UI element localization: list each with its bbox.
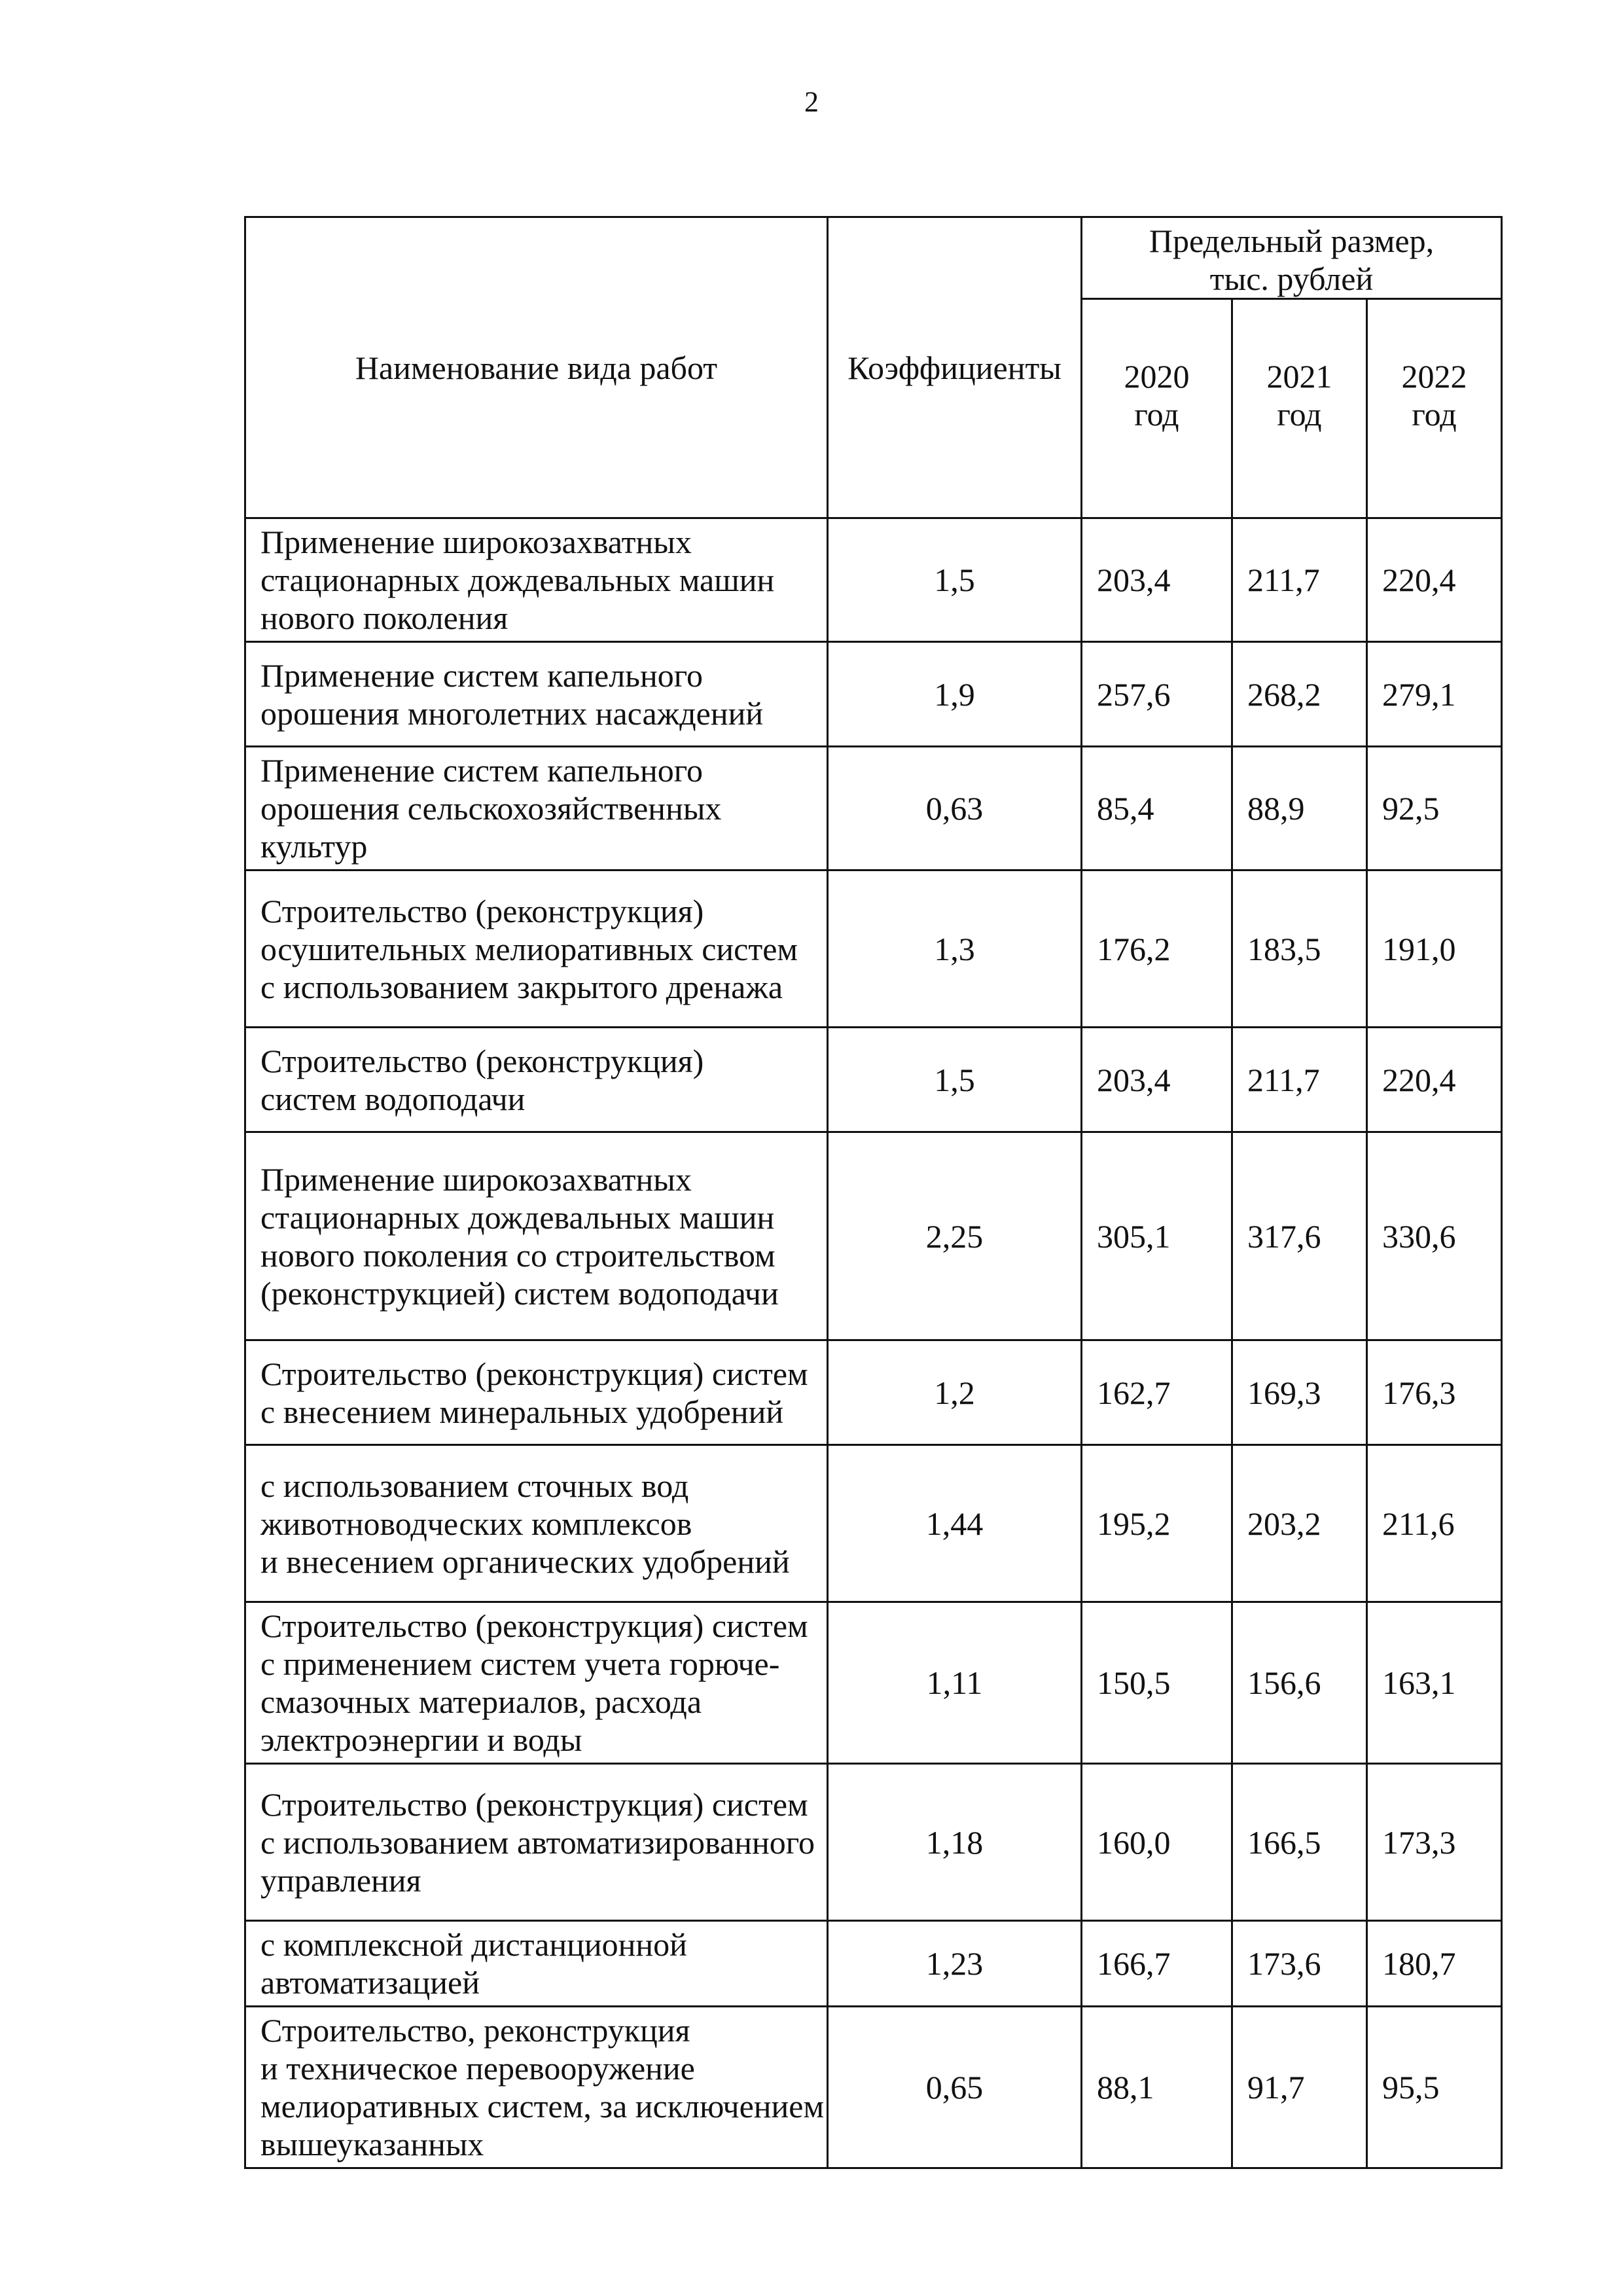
table-row — [245, 2007, 1502, 2168]
work-name-line: Применение широкозахватных — [260, 1160, 692, 1198]
value-2020-cell: 162,7 — [1082, 1340, 1232, 1445]
year-unit: год — [1277, 396, 1322, 433]
value-2022-cell: 176,3 — [1367, 1340, 1502, 1445]
year-label: 2020 — [1124, 358, 1190, 395]
header-work-name: Наименование вида работ — [245, 217, 828, 518]
value-2020-cell: 166,7 — [1082, 1921, 1232, 2007]
value-2021-cell: 183,5 — [1232, 870, 1367, 1028]
work-name-line: Применение систем капельного — [260, 656, 703, 694]
work-name-line: автоматизацией — [260, 1964, 480, 2001]
value-2020-cell: 176,2 — [1082, 870, 1232, 1028]
header-year-2022 — [1367, 299, 1502, 518]
work-name-line: нового поколения со строительством — [260, 1236, 776, 1274]
value-2021-cell: 317,6 — [1232, 1132, 1367, 1340]
work-name-line: Строительство (реконструкция) — [260, 892, 704, 929]
coefficient-cell: 1,2 — [828, 1340, 1082, 1445]
value-2020-cell: 85,4 — [1082, 747, 1232, 870]
work-name-line: и внесением органических удобрений — [260, 1543, 790, 1580]
table-row — [245, 870, 1502, 1028]
value-2022-cell: 163,1 — [1367, 1602, 1502, 1764]
work-name-cell — [245, 747, 828, 870]
value-2021-cell: 203,2 — [1232, 1445, 1367, 1602]
work-name-line: Строительство, реконструкция — [260, 2012, 690, 2049]
work-name-line: электроэнергии и воды — [260, 1721, 582, 1758]
value-2022-cell: 92,5 — [1367, 747, 1502, 870]
table-row — [245, 1602, 1502, 1764]
coefficient-cell: 1,3 — [828, 870, 1082, 1028]
work-name-line: и техническое перевооружение — [260, 2050, 695, 2087]
value-2021-cell: 211,7 — [1232, 1028, 1367, 1132]
work-name-cell — [245, 1028, 828, 1132]
year-label: 2022 — [1401, 358, 1467, 395]
value-2021-cell: 169,3 — [1232, 1340, 1367, 1445]
work-name-line: орошения многолетних насаждений — [260, 694, 764, 732]
value-2022-cell: 191,0 — [1367, 870, 1502, 1028]
value-2020-cell: 88,1 — [1082, 2007, 1232, 2168]
header-year-2021 — [1232, 299, 1367, 518]
work-name-line: (реконструкцией) систем водоподачи — [260, 1274, 779, 1312]
value-2020-cell: 305,1 — [1082, 1132, 1232, 1340]
work-name-line: Строительство (реконструкция) систем — [260, 1607, 808, 1644]
table-row — [245, 518, 1502, 642]
work-name-line: Строительство (реконструкция) — [260, 1042, 704, 1079]
table-row — [245, 1764, 1502, 1921]
work-name-line: животноводческих комплексов — [260, 1505, 692, 1542]
table-row — [245, 1445, 1502, 1602]
coefficient-cell: 1,23 — [828, 1921, 1082, 2007]
coefficient-cell: 1,5 — [828, 518, 1082, 642]
value-2021-cell: 268,2 — [1232, 642, 1367, 747]
table-row — [245, 642, 1502, 747]
value-2022-cell: 279,1 — [1367, 642, 1502, 747]
work-name-line: с использованием закрытого дренажа — [260, 968, 783, 1005]
work-name-line: орошения сельскохозяйственных — [260, 790, 722, 827]
work-name-line: Строительство (реконструкция) систем — [260, 1785, 808, 1823]
header-limit-line: тыс. рублей — [1209, 260, 1374, 297]
table-body — [245, 518, 1502, 2168]
page-number: 2 — [804, 86, 819, 118]
work-name-cell — [245, 642, 828, 747]
work-name-line: Строительство (реконструкция) систем — [260, 1355, 808, 1392]
value-2021-cell: 211,7 — [1232, 518, 1367, 642]
value-2020-cell: 150,5 — [1082, 1602, 1232, 1764]
value-2022-cell: 220,4 — [1367, 518, 1502, 642]
year-unit: год — [1412, 396, 1457, 433]
value-2022-cell: 180,7 — [1367, 1921, 1502, 2007]
value-2020-cell: 203,4 — [1082, 518, 1232, 642]
work-name-cell — [245, 1921, 828, 2007]
work-name-line: смазочных материалов, расхода — [260, 1683, 702, 1720]
work-name-line: с внесением минеральных удобрений — [260, 1393, 784, 1430]
coefficient-cell: 0,65 — [828, 2007, 1082, 2168]
table-row — [245, 1340, 1502, 1445]
coefficient-cell: 1,11 — [828, 1602, 1082, 1764]
header-limit-line: Предельный размер, — [1149, 223, 1435, 259]
work-name-line: с использованием сточных вод — [260, 1467, 689, 1504]
header-coefficients: Коэффициенты — [828, 217, 1082, 518]
work-name-cell — [245, 518, 828, 642]
coefficient-cell: 1,44 — [828, 1445, 1082, 1602]
work-name-line: мелиоративных систем, за исключением — [260, 2088, 825, 2125]
value-2020-cell: 160,0 — [1082, 1764, 1232, 1921]
work-name-line: управления — [260, 1861, 421, 1899]
value-2022-cell: 211,6 — [1367, 1445, 1502, 1602]
work-name-cell — [245, 1764, 828, 1921]
work-name-line: вышеуказанных — [260, 2126, 484, 2162]
coefficient-cell: 1,5 — [828, 1028, 1082, 1132]
header-year-2020 — [1082, 299, 1232, 518]
work-name-cell — [245, 1445, 828, 1602]
work-name-cell — [245, 2007, 828, 2168]
value-2022-cell: 95,5 — [1367, 2007, 1502, 2168]
work-name-cell — [245, 1132, 828, 1340]
header-limit-size — [1082, 217, 1502, 299]
work-name-line: с применением систем учета горюче- — [260, 1645, 780, 1682]
value-2021-cell: 88,9 — [1232, 747, 1367, 870]
work-name-line: стационарных дождевальных машин — [260, 562, 775, 598]
value-2021-cell: 91,7 — [1232, 2007, 1367, 2168]
work-name-line: Применение систем капельного — [260, 752, 703, 789]
coefficient-cell: 2,25 — [828, 1132, 1082, 1340]
work-name-cell — [245, 1602, 828, 1764]
work-name-cell — [245, 1340, 828, 1445]
work-name-line: осушительных мелиоративных систем — [260, 930, 798, 967]
coefficient-cell: 0,63 — [828, 747, 1082, 870]
coefficient-cell: 1,9 — [828, 642, 1082, 747]
value-2020-cell: 257,6 — [1082, 642, 1232, 747]
value-2020-cell: 195,2 — [1082, 1445, 1232, 1602]
work-name-line: с комплексной дистанционной — [260, 1926, 687, 1963]
table-row — [245, 747, 1502, 870]
value-2022-cell: 220,4 — [1367, 1028, 1502, 1132]
value-2022-cell: 173,3 — [1367, 1764, 1502, 1921]
coefficient-cell: 1,18 — [828, 1764, 1082, 1921]
year-label: 2021 — [1266, 358, 1332, 395]
works-coefficients-table — [244, 216, 1503, 2169]
table-row — [245, 1132, 1502, 1340]
value-2021-cell: 166,5 — [1232, 1764, 1367, 1921]
work-name-line: нового поколения — [260, 600, 508, 636]
year-unit: год — [1134, 396, 1179, 433]
value-2022-cell: 330,6 — [1367, 1132, 1502, 1340]
work-name-cell — [245, 870, 828, 1028]
work-name-line: систем водоподачи — [260, 1080, 526, 1117]
work-name-line: стационарных дождевальных машин — [260, 1198, 775, 1236]
table-row — [245, 1921, 1502, 2007]
value-2021-cell: 173,6 — [1232, 1921, 1367, 2007]
value-2020-cell: 203,4 — [1082, 1028, 1232, 1132]
table-row — [245, 1028, 1502, 1132]
work-name-line: с использованием автоматизированного — [260, 1823, 815, 1861]
work-name-line: Применение широкозахватных — [260, 524, 692, 560]
work-name-line: культур — [260, 828, 368, 865]
value-2021-cell: 156,6 — [1232, 1602, 1367, 1764]
